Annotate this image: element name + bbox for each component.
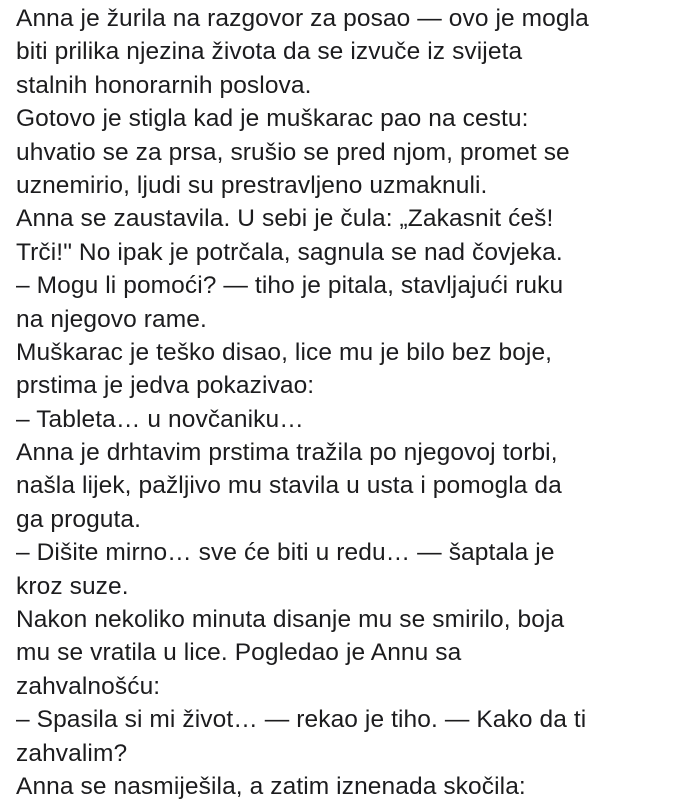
text-line: zahvalim? [16,739,128,767]
text-line: Anna je žurila na razgovor za posao — ovo je mogla [16,5,589,32]
text-line: na njegovo rame. [16,305,207,333]
text-line: zahvalnošću: [16,672,161,700]
text-line: Muškarac je teško disao, lice mu je bilo bez boje, [16,338,553,366]
text-line: – Tableta… u novčaniku… [16,405,304,433]
text-line: – Spasila si mi život… — rekao je tiho. — Kako da ti [16,706,587,734]
text-line: prstima je jedva pokazivao: [16,372,315,400]
text-line: mu se vratila u lice. Pogledao je Annu sa [16,639,462,667]
text-line: Anna se zaustavila. U sebi je čula: „Zakasnit ćeš! [16,205,554,233]
text-line: našla lijek, pažljivo mu stavila u usta i pomogla da [16,472,562,500]
text-line: Trči!" No ipak je potrčala, sagnula se nad čovjeka. [16,238,563,266]
text-line: Anna se nasmiješila, a zatim iznenada skočila: [16,772,526,800]
text-line: Nakon nekoliko minuta disanje mu se smirilo, boja [16,606,565,634]
text-line: Anna je drhtavim prstima tražila po njegovoj torbi, [16,439,558,467]
text-line: uznemirio, ljudi su prestravljeno uzmaknuli. [16,171,488,199]
story-text [16,2,692,803]
text-line: uhvatio se za prsa, srušio se pred njom, promet se [16,138,570,166]
text-line: ga proguta. [16,505,142,533]
text-line: kroz suze. [16,572,129,600]
text-line: – Dišite mirno… sve će biti u redu… — šaptala je [16,539,555,567]
text-line: stalnih honorarnih poslova. [16,71,312,99]
text-line: Gotovo je stigla kad je muškarac pao na cestu: [16,105,529,133]
text-line: biti prilika njezina života da se izvuče iz svijeta [16,38,523,66]
text-line: – Mogu li pomoći? — tiho je pitala, stavljajući ruku [16,272,564,300]
